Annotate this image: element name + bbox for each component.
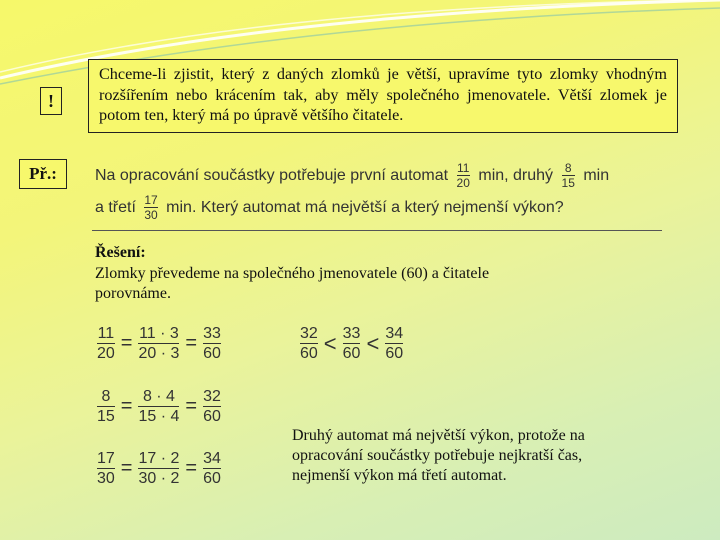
eq3-fraction-a: [97, 449, 115, 488]
eq1-c-den: 60: [203, 345, 221, 362]
eq2-b-num: 8 · 4: [142, 388, 175, 405]
comparison-fraction-1: [300, 324, 318, 363]
eq3-a-num: 17: [97, 450, 115, 467]
task-fraction-1: [457, 161, 470, 190]
comparison-f3-num: 34: [385, 325, 404, 342]
eq2-a-den: 15: [97, 408, 115, 425]
eq1-c-num: 33: [203, 325, 221, 342]
task-fraction-2-den: 15: [561, 176, 575, 191]
eq1-b-num: 11 · 3: [139, 325, 179, 342]
eq1-equals-1: =: [120, 332, 133, 354]
task-fraction-3-num: 17: [144, 193, 158, 208]
eq3-equals-2: =: [185, 457, 198, 479]
solution-text: Zlomky převedeme na společného jmenovatele (60) a čitatele porovnáme.: [95, 265, 490, 302]
divider: [92, 230, 662, 231]
eq3-a-den: 30: [97, 470, 115, 487]
equation-2: [97, 387, 221, 426]
task-fraction-1-num: 11: [456, 161, 470, 176]
task-fraction-1-den: 20: [456, 176, 470, 191]
eq2-a-num: 8: [101, 388, 111, 405]
eq1-fraction-c: [203, 324, 221, 363]
eq1-fraction-b: [138, 324, 179, 363]
eq1-a-num: 11: [97, 325, 115, 342]
comparison-f2-den: 60: [342, 345, 361, 362]
rule-box: Chceme-li zjistit, který z daných zlomků je větší, upravíme tyto zlomky vhodným rozšířením nebo krácením tak, aby měly společného jmenovatele. Větší zlomek je potom ten, který má po úpravě většího čitatele.: [88, 59, 678, 133]
eq2-equals-1: =: [120, 395, 133, 417]
eq2-fraction-c: [203, 387, 221, 426]
task-fraction-3: [144, 193, 157, 222]
eq3-b-den: 30 · 2: [138, 470, 180, 487]
task-part4: a třetí: [95, 199, 136, 216]
task-part1: Na opracování součástky potřebuje první automat: [95, 167, 449, 184]
equation-1: [97, 324, 221, 363]
example-badge: Př.:: [19, 159, 67, 189]
task-part3: min: [583, 167, 610, 184]
eq1-b-den: 20 · 3: [138, 345, 180, 362]
eq3-equals-1: =: [120, 457, 133, 479]
eq1-a-den: 20: [97, 345, 115, 362]
eq3-b-num: 17 · 2: [138, 450, 180, 467]
eq2-c-den: 60: [203, 408, 221, 425]
equation-3: [97, 449, 221, 488]
comparison-f1-num: 32: [300, 325, 318, 342]
task-part2: min, druhý: [478, 167, 554, 184]
comparison-f2-num: 33: [342, 325, 361, 342]
comparison: [300, 324, 403, 363]
eq2-c-num: 32: [203, 388, 221, 405]
comparison-f1-den: 60: [300, 345, 318, 362]
less-than-2: <: [366, 330, 380, 356]
comparison-fraction-2: [343, 324, 361, 363]
eq3-c-num: 34: [203, 450, 221, 467]
eq2-equals-2: =: [185, 395, 198, 417]
eq3-c-den: 60: [203, 470, 221, 487]
eq1-fraction-a: [97, 324, 115, 363]
eq2-fraction-a: [97, 387, 115, 426]
less-than-1: <: [323, 330, 337, 356]
eq3-fraction-b: [138, 449, 179, 488]
eq1-equals-2: =: [185, 332, 198, 354]
eq2-fraction-b: [138, 387, 179, 426]
eq3-fraction-c: [203, 449, 221, 488]
comparison-fraction-3: [385, 324, 403, 363]
solution-label: Řešení:: [95, 244, 146, 261]
comparison-f3-den: 60: [385, 345, 404, 362]
task-fraction-3-den: 30: [144, 208, 158, 223]
task-fraction-2: [562, 161, 575, 190]
conclusion-text: Druhý automat má největší výkon, protože na opracování součástky potřebuje nejkratší čas, nejmenší výkon má třetí automat.: [292, 427, 585, 484]
task-text: [95, 160, 675, 224]
exclamation-badge: !: [40, 87, 62, 115]
task-fraction-2-num: 8: [564, 161, 572, 176]
eq2-b-den: 15 · 4: [138, 408, 180, 425]
task-part5: min. Který automat má největší a který nejmenší výkon?: [166, 199, 564, 216]
